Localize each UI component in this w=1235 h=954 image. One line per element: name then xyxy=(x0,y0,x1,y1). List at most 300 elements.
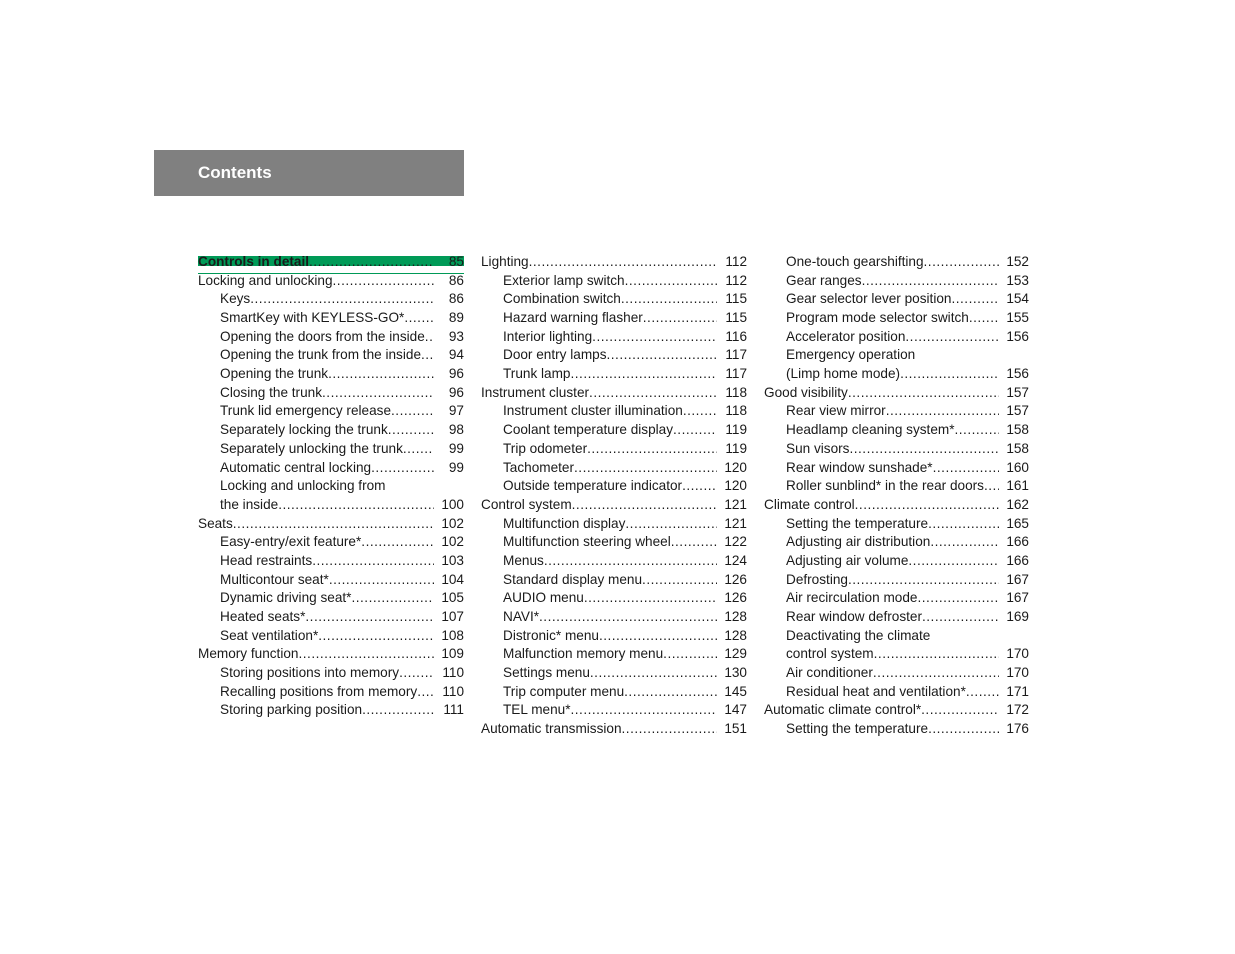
toc-column-3 xyxy=(764,253,1029,739)
toc-page-number: 96 xyxy=(448,366,464,382)
toc-entry-title: Door entry lamps xyxy=(503,347,607,363)
toc-leader-dots xyxy=(571,701,718,720)
toc-entry-title: control system xyxy=(786,646,874,662)
toc-leader-dots xyxy=(309,253,434,272)
toc-leader-dots xyxy=(329,571,434,590)
toc-entry[interactable] xyxy=(198,533,464,552)
toc-entry-title: Keys xyxy=(220,291,251,307)
toc-leader-dots xyxy=(529,253,717,272)
toc-entry[interactable] xyxy=(481,533,747,552)
toc-entry-title: Rear window sunshade* xyxy=(786,459,933,475)
toc-leader-dots xyxy=(917,589,999,608)
toc-entry-title: Malfunction memory menu xyxy=(503,646,664,662)
toc-leader-dots xyxy=(922,608,999,627)
toc-leader-dots xyxy=(584,589,717,608)
toc-entry-title: Trip odometer xyxy=(503,440,588,456)
toc-entry[interactable] xyxy=(198,627,464,646)
toc-page-number: 124 xyxy=(724,552,747,568)
toc-entry[interactable] xyxy=(764,608,1029,627)
toc-entry[interactable] xyxy=(198,384,464,403)
toc-page-number: 112 xyxy=(725,253,747,269)
toc-entry[interactable] xyxy=(764,477,1029,496)
toc-page-number: 156 xyxy=(1006,366,1029,382)
toc-entry-title: Roller sunblind* in the rear doors xyxy=(786,478,984,494)
toc-leader-dots xyxy=(421,346,434,365)
toc-entry-title: Adjusting air distribution xyxy=(786,534,931,550)
toc-entry-title: the inside xyxy=(220,496,279,512)
toc-page-number: 166 xyxy=(1006,552,1029,568)
toc-leader-dots xyxy=(399,664,434,683)
toc-leader-dots xyxy=(298,645,434,664)
toc-leader-dots xyxy=(955,421,1000,440)
toc-leader-dots xyxy=(403,440,434,459)
toc-page-number: 128 xyxy=(724,609,747,625)
toc-entry-title: Tachometer xyxy=(503,459,575,475)
toc-entry[interactable] xyxy=(481,608,747,627)
toc-page-number: 154 xyxy=(1006,291,1029,307)
toc-entry-title: Trunk lamp xyxy=(503,366,571,382)
toc-page-number: 119 xyxy=(725,422,747,438)
toc-page-number: 157 xyxy=(1006,384,1029,400)
toc-entry[interactable] xyxy=(481,440,747,459)
toc-page-number: 118 xyxy=(725,403,747,419)
toc-entry-title: Gear ranges xyxy=(786,272,862,288)
toc-page-number: 105 xyxy=(441,590,464,606)
toc-entry[interactable] xyxy=(764,683,1029,702)
toc-entry-title: Multifunction steering wheel xyxy=(503,534,671,550)
toc-leader-dots xyxy=(362,701,434,720)
toc-entry[interactable] xyxy=(198,328,464,347)
toc-column-1 xyxy=(198,253,464,720)
toc-entry-title: Memory function xyxy=(198,646,299,662)
toc-leader-dots xyxy=(625,272,717,291)
toc-entry-title: Accelerator position xyxy=(786,328,906,344)
toc-entry[interactable] xyxy=(198,664,464,683)
toc-entry[interactable] xyxy=(481,403,747,422)
toc-entry-title: Climate control xyxy=(764,496,855,512)
toc-leader-dots xyxy=(966,683,999,702)
toc-entry[interactable] xyxy=(481,459,747,478)
toc-leader-dots xyxy=(969,309,999,328)
toc-entry[interactable] xyxy=(198,496,464,515)
toc-entry[interactable] xyxy=(198,645,464,664)
toc-page-number: 155 xyxy=(1006,310,1029,326)
toc-entry-title: Seats xyxy=(198,515,233,531)
toc-page-number: 96 xyxy=(448,384,464,400)
toc-entry-title: AUDIO menu xyxy=(503,590,584,606)
toc-entry-title: Controls in detail xyxy=(198,253,310,269)
toc-leader-dots xyxy=(328,365,434,384)
toc-page-number: 116 xyxy=(725,328,747,344)
toc-entry[interactable] xyxy=(481,328,747,347)
toc-leader-dots xyxy=(333,272,434,291)
toc-entry[interactable] xyxy=(764,365,1029,384)
toc-page-number: 115 xyxy=(725,291,747,307)
toc-entry-title: Automatic climate control* xyxy=(764,702,922,718)
toc-entry-title: Setting the temperature xyxy=(786,721,929,737)
toc-entry[interactable] xyxy=(764,496,1029,515)
toc-entry-title: Hazard warning flasher xyxy=(503,310,643,326)
toc-entry[interactable] xyxy=(764,272,1029,291)
toc-page-number: 85 xyxy=(448,253,464,269)
toc-entry-title: Exterior lamp switch xyxy=(503,272,625,288)
toc-entry-title: Deactivating the climate xyxy=(786,627,931,643)
toc-entry-title: Standard display menu xyxy=(503,571,643,587)
toc-entry[interactable] xyxy=(198,421,464,440)
toc-entry[interactable] xyxy=(198,403,464,422)
toc-page-number: 130 xyxy=(724,665,747,681)
toc-page-number: 170 xyxy=(1006,665,1029,681)
toc-entry-title: Opening the trunk xyxy=(220,366,329,382)
toc-entry[interactable] xyxy=(198,552,464,571)
toc-page-number: 169 xyxy=(1006,609,1029,625)
toc-page-number: 160 xyxy=(1006,459,1029,475)
toc-page-number: 115 xyxy=(725,310,747,326)
toc-entry-title: Gear selector lever position xyxy=(786,291,952,307)
toc-page-number: 97 xyxy=(448,403,464,419)
toc-entry-title: Distronic* menu xyxy=(503,627,599,643)
toc-leader-dots xyxy=(933,459,999,478)
toc-page-number: 99 xyxy=(448,459,464,475)
toc-leader-dots xyxy=(921,701,999,720)
toc-page-number: 167 xyxy=(1006,571,1029,587)
toc-page-number: 107 xyxy=(441,609,464,625)
toc-page-number: 152 xyxy=(1006,253,1029,269)
toc-entry[interactable] xyxy=(481,515,747,534)
toc-entry[interactable] xyxy=(764,346,1029,365)
toc-entry[interactable] xyxy=(764,328,1029,347)
toc-entry[interactable] xyxy=(198,608,464,627)
toc-leader-dots xyxy=(570,365,717,384)
toc-entry-title: Control system xyxy=(481,496,572,512)
toc-entry[interactable] xyxy=(198,440,464,459)
toc-leader-dots xyxy=(855,496,999,515)
toc-leader-dots xyxy=(391,402,434,421)
toc-entry-title: (Limp home mode) xyxy=(786,366,901,382)
toc-page-number: 158 xyxy=(1006,422,1029,438)
toc-leader-dots xyxy=(984,477,999,496)
toc-page-number: 117 xyxy=(725,366,747,382)
toc-entry-title: Air recirculation mode xyxy=(786,590,918,606)
toc-leader-dots xyxy=(849,440,999,459)
toc-page-number: 145 xyxy=(724,683,747,699)
toc-entry-title: Menus xyxy=(503,552,544,568)
toc-page-number: 110 xyxy=(442,683,464,699)
toc-entry-title: Good visibility xyxy=(764,384,848,400)
toc-entry-title: Closing the trunk xyxy=(220,384,323,400)
toc-leader-dots xyxy=(417,683,434,702)
toc-entry-title: Automatic transmission xyxy=(481,721,622,737)
toc-page-number: 161 xyxy=(1006,478,1029,494)
toc-entry-title: Instrument cluster xyxy=(481,384,590,400)
toc-leader-dots xyxy=(425,328,434,347)
toc-entry[interactable] xyxy=(481,627,747,646)
toc-leader-dots xyxy=(622,720,717,739)
toc-entry[interactable] xyxy=(481,720,747,739)
toc-entry[interactable] xyxy=(481,589,747,608)
toc-page-number: 110 xyxy=(442,665,464,681)
toc-leader-dots xyxy=(951,290,999,309)
toc-leader-dots xyxy=(250,290,434,309)
toc-entry[interactable] xyxy=(764,571,1029,590)
toc-entry[interactable] xyxy=(764,421,1029,440)
toc-leader-dots xyxy=(305,608,434,627)
toc-entry-title: Lighting xyxy=(481,253,529,269)
toc-page-number: 109 xyxy=(441,646,464,662)
toc-leader-dots xyxy=(607,346,718,365)
toc-leader-dots xyxy=(539,608,717,627)
toc-entry[interactable] xyxy=(481,496,747,515)
toc-page-number: 121 xyxy=(724,496,747,512)
toc-page-number: 156 xyxy=(1006,328,1029,344)
toc-leader-dots xyxy=(928,720,999,739)
toc-leader-dots xyxy=(874,645,999,664)
toc-entry-title: Combination switch xyxy=(503,291,621,307)
toc-leader-dots xyxy=(908,552,999,571)
toc-leader-dots xyxy=(642,571,717,590)
toc-entry[interactable] xyxy=(481,477,747,496)
toc-leader-dots xyxy=(848,571,999,590)
toc-entry[interactable] xyxy=(198,477,464,496)
toc-entry[interactable] xyxy=(764,702,1029,721)
toc-leader-dots xyxy=(683,402,717,421)
toc-entry-title: Automatic central locking xyxy=(220,459,372,475)
toc-page-number: 122 xyxy=(724,534,747,550)
toc-entry-title: Opening the doors from the inside xyxy=(220,328,425,344)
toc-page-number: 170 xyxy=(1006,646,1029,662)
toc-page-number: 165 xyxy=(1006,515,1029,531)
toc-entry-title: Setting the temperature xyxy=(786,515,929,531)
toc-page-number: 121 xyxy=(724,515,747,531)
toc-page-number: 126 xyxy=(724,590,747,606)
toc-entry[interactable] xyxy=(481,552,747,571)
toc-leader-dots xyxy=(590,664,717,683)
toc-entry-title: Emergency operation xyxy=(786,347,916,363)
toc-entry-title: Heated seats* xyxy=(220,609,306,625)
toc-entry-title: Settings menu xyxy=(503,665,590,681)
toc-leader-dots xyxy=(643,309,717,328)
toc-entry-title: Dynamic driving seat* xyxy=(220,590,352,606)
toc-page-number: 120 xyxy=(724,478,747,494)
toc-entry[interactable] xyxy=(764,720,1029,739)
toc-leader-dots xyxy=(930,533,999,552)
toc-page-number: 128 xyxy=(724,627,747,643)
toc-page-number: 167 xyxy=(1006,590,1029,606)
toc-entry-title: Separately unlocking the trunk xyxy=(220,440,403,456)
page-title: Contents xyxy=(198,163,272,182)
toc-entry-title: Adjusting air volume xyxy=(786,552,909,568)
toc-leader-dots xyxy=(625,515,717,534)
toc-leader-dots xyxy=(233,515,434,534)
toc-entry-title: Storing parking position xyxy=(220,702,363,718)
toc-page-number: 158 xyxy=(1006,440,1029,456)
toc-page-number: 162 xyxy=(1006,496,1029,512)
toc-leader-dots xyxy=(873,664,999,683)
toc-entry-title: NAVI* xyxy=(503,609,540,625)
toc-page-number: 166 xyxy=(1006,534,1029,550)
toc-entry[interactable] xyxy=(481,365,747,384)
toc-entry[interactable] xyxy=(481,272,747,291)
toc-page-number: 86 xyxy=(448,291,464,307)
toc-entry-title: Locking and unlocking from xyxy=(220,478,386,494)
toc-leader-dots xyxy=(322,384,434,403)
toc-page-number: 119 xyxy=(725,440,747,456)
toc-entry[interactable] xyxy=(481,571,747,590)
toc-entry-title: Opening the trunk from the inside xyxy=(220,347,421,363)
toc-leader-dots xyxy=(848,384,999,403)
toc-leader-dots xyxy=(663,645,717,664)
toc-entry[interactable] xyxy=(764,515,1029,534)
toc-page-number: 100 xyxy=(441,496,464,512)
toc-leader-dots xyxy=(599,627,717,646)
toc-entry-title: Easy-entry/exit feature* xyxy=(220,534,362,550)
toc-leader-dots xyxy=(318,627,434,646)
toc-entry[interactable] xyxy=(198,290,464,309)
toc-entry-title: Seat ventilation* xyxy=(220,627,319,643)
toc-entry-title: Multicontour seat* xyxy=(220,571,329,587)
toc-entry-title: Headlamp cleaning system* xyxy=(786,422,955,438)
toc-entry[interactable] xyxy=(764,253,1029,272)
toc-leader-dots xyxy=(371,459,434,478)
toc-entry[interactable] xyxy=(198,272,464,291)
toc-leader-dots xyxy=(312,552,434,571)
toc-page-number: 98 xyxy=(448,422,464,438)
toc-entry[interactable] xyxy=(481,664,747,683)
toc-entry[interactable] xyxy=(481,384,747,403)
toc-entry[interactable] xyxy=(198,589,464,608)
toc-entry[interactable] xyxy=(764,403,1029,422)
toc-leader-dots xyxy=(886,402,999,421)
toc-page-number: 176 xyxy=(1006,721,1029,737)
toc-leader-dots xyxy=(682,477,717,496)
toc-leader-dots xyxy=(572,496,717,515)
toc-leader-dots xyxy=(673,421,717,440)
toc-entry[interactable] xyxy=(764,627,1029,646)
toc-entry[interactable] xyxy=(198,346,464,365)
toc-page-number: 126 xyxy=(724,571,747,587)
toc-entry-title: Multifunction display xyxy=(503,515,626,531)
toc-leader-dots xyxy=(671,533,717,552)
toc-page-number: 86 xyxy=(448,272,464,288)
toc-page-number: 89 xyxy=(448,310,464,326)
toc-entry-title: Rear view mirror xyxy=(786,403,886,419)
toc-leader-dots xyxy=(351,589,434,608)
toc-entry[interactable] xyxy=(481,702,747,721)
toc-entry[interactable] xyxy=(764,290,1029,309)
toc-page-number: 120 xyxy=(724,459,747,475)
toc-entry-title: Outside temperature indicator xyxy=(503,478,683,494)
toc-entry-title: Defrosting xyxy=(786,571,848,587)
toc-entry-title: Air conditioner xyxy=(786,665,873,681)
toc-entry-title: Recalling positions from memory xyxy=(220,683,418,699)
toc-entry[interactable] xyxy=(198,365,464,384)
toc-page-number: 147 xyxy=(724,702,747,718)
toc-page-number: 99 xyxy=(448,440,464,456)
toc-entry[interactable] xyxy=(764,645,1029,664)
toc-page-number: 117 xyxy=(725,347,747,363)
toc-entry[interactable] xyxy=(481,253,747,272)
toc-page-number: 94 xyxy=(448,347,464,363)
toc-entry-title: Residual heat and ventilation* xyxy=(786,683,966,699)
toc-entry[interactable] xyxy=(764,309,1029,328)
toc-entry-title: Trunk lid emergency release xyxy=(220,403,392,419)
toc-entry-title: Instrument cluster illumination xyxy=(503,403,683,419)
toc-entry[interactable] xyxy=(198,253,464,272)
toc-page-number: 151 xyxy=(724,721,747,737)
toc-column-2 xyxy=(481,253,747,739)
toc-entry-title: Storing positions into memory xyxy=(220,665,400,681)
toc-entry[interactable] xyxy=(764,552,1029,571)
toc-page-number: 93 xyxy=(448,328,464,344)
toc-leader-dots xyxy=(924,253,999,272)
toc-entry[interactable] xyxy=(481,645,747,664)
toc-entry-title: TEL menu* xyxy=(503,702,571,718)
toc-entry-title: SmartKey with KEYLESS-GO* xyxy=(220,310,405,326)
toc-entry[interactable] xyxy=(198,571,464,590)
toc-entry-title: Rear window defroster xyxy=(786,609,922,625)
toc-page-number: 129 xyxy=(724,646,747,662)
toc-leader-dots xyxy=(592,328,717,347)
toc-entry[interactable] xyxy=(481,290,747,309)
toc-page-number: 157 xyxy=(1006,403,1029,419)
toc-leader-dots xyxy=(862,272,999,291)
toc-leader-dots xyxy=(278,496,434,515)
toc-leader-dots xyxy=(574,459,717,478)
toc-entry[interactable] xyxy=(198,309,464,328)
toc-leader-dots xyxy=(404,309,434,328)
toc-entry[interactable] xyxy=(764,440,1029,459)
toc-entry[interactable] xyxy=(481,683,747,702)
toc-leader-dots xyxy=(589,384,717,403)
toc-entry[interactable] xyxy=(198,515,464,534)
header-bar xyxy=(154,150,464,196)
toc-entry[interactable] xyxy=(764,589,1029,608)
toc-entry[interactable] xyxy=(198,459,464,478)
toc-entry[interactable] xyxy=(198,702,464,721)
toc-entry-title: Separately locking the trunk xyxy=(220,422,388,438)
toc-leader-dots xyxy=(361,533,434,552)
toc-leader-dots xyxy=(544,552,717,571)
toc-entry[interactable] xyxy=(481,309,747,328)
toc-page-number: 103 xyxy=(441,552,464,568)
toc-page-number: 102 xyxy=(441,534,464,550)
toc-page-number: 108 xyxy=(441,627,464,643)
toc-leader-dots xyxy=(624,683,717,702)
toc-page-number: 102 xyxy=(441,515,464,531)
toc-leader-dots xyxy=(587,440,717,459)
toc-entry[interactable] xyxy=(764,384,1029,403)
toc-leader-dots xyxy=(388,421,434,440)
toc-leader-dots xyxy=(900,365,999,384)
toc-entry[interactable] xyxy=(198,683,464,702)
toc-leader-dots xyxy=(928,515,999,534)
toc-entry-title: Coolant temperature display xyxy=(503,422,674,438)
toc-page-number: 171 xyxy=(1006,683,1029,699)
toc-entry-title: Sun visors xyxy=(786,440,850,456)
toc-entry[interactable] xyxy=(764,664,1029,683)
toc-leader-dots xyxy=(621,290,717,309)
toc-page-number: 118 xyxy=(725,384,747,400)
toc-leader-dots xyxy=(905,328,999,347)
toc-entry[interactable] xyxy=(481,421,747,440)
toc-page-number: 172 xyxy=(1006,702,1029,718)
toc-entry[interactable] xyxy=(764,533,1029,552)
toc-entry-title: Locking and unlocking xyxy=(198,272,333,288)
toc-entry-title: Program mode selector switch xyxy=(786,310,969,326)
toc-entry[interactable] xyxy=(481,346,747,365)
toc-entry[interactable] xyxy=(764,459,1029,478)
toc-entry-title: Head restraints xyxy=(220,552,313,568)
